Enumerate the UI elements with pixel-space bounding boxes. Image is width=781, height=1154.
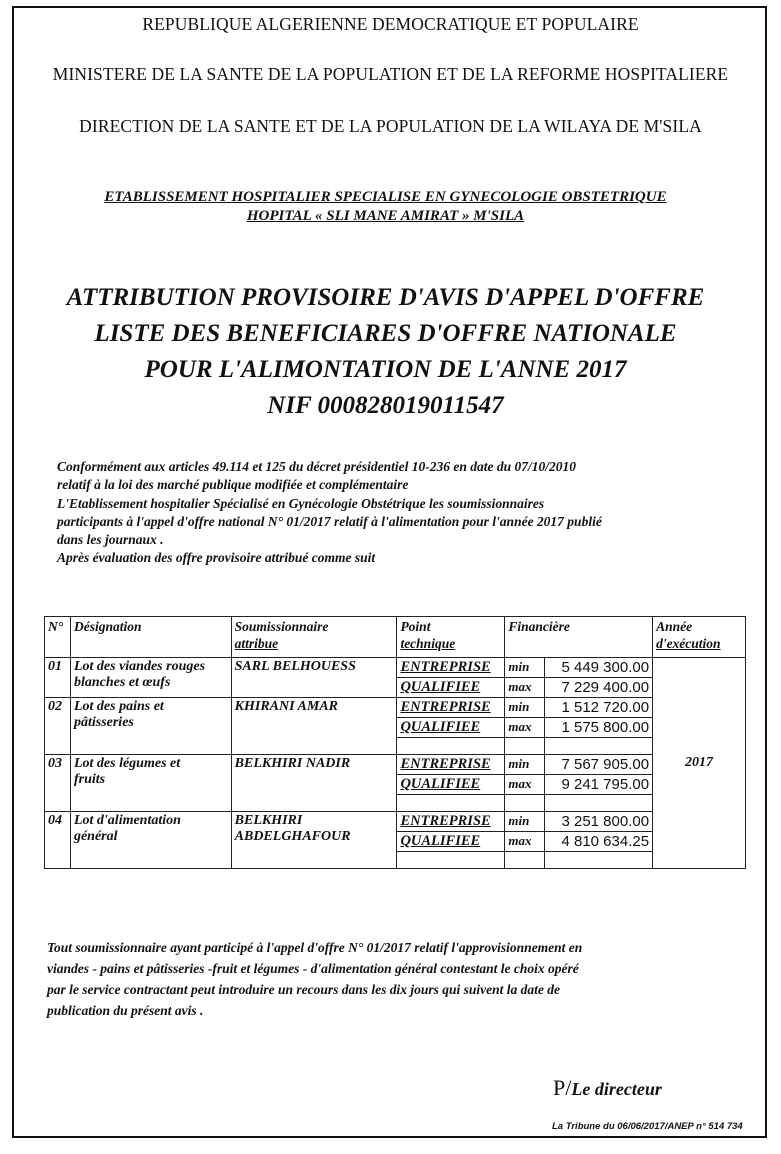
intro-line: Conformément aux articles 49.114 et 125 du décret présidentiel 10-236 en date du 07/10/2010 (57, 459, 576, 474)
intro-line: relatif à la loi des marché publique modifiée et complémentaire (57, 477, 409, 493)
spacer-cell (397, 852, 505, 869)
tech-status: QUALIFIEE (397, 832, 505, 852)
title-line-2: LISTE DES BENEFICIARES D'OFFRE NATIONALE (94, 320, 677, 347)
table-row (45, 812, 746, 832)
execution-year: 2017 (653, 658, 746, 869)
tech-status: ENTREPRISE (397, 658, 505, 678)
min-label: min (505, 698, 545, 718)
closing-line: Tout soumissionnaire ayant participé à l'appel d'offre N° 01/2017 relatif l'approvisionnement en (47, 940, 583, 955)
max-label: max (505, 832, 545, 852)
spacer-cell (505, 738, 545, 755)
min-label: min (505, 812, 545, 832)
min-amount: 1 512 720.00 (545, 698, 653, 718)
lot-designation: Lot d'alimentation général (70, 812, 231, 869)
lot-bidder: KHIRANI AMAR (231, 698, 397, 755)
lot-designation: Lot des viandes rouges blanches et œufs (70, 658, 231, 698)
lot-number: 01 (45, 658, 71, 698)
max-label: max (505, 775, 545, 795)
intro-line: participants à l'appel d'offre national N° 01/2017 relatif à l'alimentation pour l'année 2017 publié (57, 513, 602, 529)
max-amount: 1 575 800.00 (545, 718, 653, 738)
spacer-cell (505, 852, 545, 869)
lot-number: 04 (45, 812, 71, 869)
spacer-cell (545, 738, 653, 755)
header-republic: REPUBLIQUE ALGERIENNE DEMOCRATIQUE ET POPULAIRE (142, 14, 639, 34)
tech-status: ENTREPRISE (397, 698, 505, 718)
spacer-cell (545, 795, 653, 812)
tech-status: ENTREPRISE (397, 812, 505, 832)
lot-bidder: BELKHIRI NADIR (231, 755, 397, 812)
closing-line: publication du présent avis . (47, 1003, 204, 1018)
header-designation: Désignation (70, 617, 231, 658)
intro-paragraph (57, 458, 737, 568)
lot-bidder: SARL BELHOUESS (231, 658, 397, 698)
lot-number: 02 (45, 698, 71, 755)
publication-source: La Tribune du 06/06/2017/ANEP n° 514 734 (552, 1121, 743, 1132)
title-nif: NIF 000828019011547 (267, 392, 504, 419)
spacer-cell (545, 852, 653, 869)
signature-prefix: P/ (553, 1075, 572, 1100)
table-row (45, 658, 746, 678)
tech-status: QUALIFIEE (397, 678, 505, 698)
lot-number: 03 (45, 755, 71, 812)
tech-status: QUALIFIEE (397, 718, 505, 738)
establishment-name: ETABLISSEMENT HOSPITALIER SPECIALISE EN GYNECOLOGIE OBSTETRIQUE (104, 189, 667, 205)
header-year: Année d'exécution (653, 617, 746, 658)
closing-line: par le service contractant peut introduire un recours dans les dix jours qui suivent la date de (47, 982, 561, 997)
min-amount: 5 449 300.00 (545, 658, 653, 678)
signature-label: Le directeur (571, 1079, 662, 1099)
hospital-name: HOPITAL « SLI MANE AMIRAT » M'SILA (246, 208, 525, 224)
header-financial: Financière (505, 617, 653, 658)
header-direction: DIRECTION DE LA SANTE ET DE LA POPULATION DE LA WILAYA DE M'SILA (79, 116, 702, 136)
header-number: N° (45, 617, 71, 658)
min-amount: 3 251 800.00 (545, 812, 653, 832)
title-line-1: ATTRIBUTION PROVISOIRE D'AVIS D'APPEL D'OFFRE (66, 284, 705, 311)
header-bidder: Soumissionnaire attribue (231, 617, 397, 658)
min-label: min (505, 755, 545, 775)
table-row (45, 755, 746, 775)
tech-status: ENTREPRISE (397, 755, 505, 775)
tech-status: QUALIFIEE (397, 775, 505, 795)
signature (553, 1075, 662, 1101)
spacer-cell (505, 795, 545, 812)
lot-designation: Lot des légumes et fruits (70, 755, 231, 812)
header-ministry: MINISTERE DE LA SANTE DE LA POPULATION ET DE LA REFORME HOSPITALIERE (52, 64, 729, 84)
max-amount: 7 229 400.00 (545, 678, 653, 698)
table-header-row (45, 617, 746, 658)
intro-line: dans les journaux . (57, 532, 164, 548)
intro-line: Après évaluation des offre provisoire attribué comme suit (57, 550, 376, 566)
lot-designation: Lot des pains et pâtisseries (70, 698, 231, 755)
lot-bidder: BELKHIRI ABDELGHAFOUR (231, 812, 397, 869)
max-label: max (505, 718, 545, 738)
beneficiaries-table (44, 616, 746, 869)
closing-paragraph (47, 937, 747, 1021)
max-label: max (505, 678, 545, 698)
spacer-cell (397, 795, 505, 812)
max-amount: 9 241 795.00 (545, 775, 653, 795)
max-amount: 4 810 634.25 (545, 832, 653, 852)
min-amount: 7 567 905.00 (545, 755, 653, 775)
title-line-3: POUR L'ALIMONTATION DE L'ANNE 2017 (144, 356, 627, 383)
table-row (45, 698, 746, 718)
closing-line: viandes - pains et pâtisseries -fruit et légumes - d'alimentation général contestant le choix opéré (47, 961, 579, 976)
min-label: min (505, 658, 545, 678)
header-technical: Point technique (397, 617, 505, 658)
spacer-cell (397, 738, 505, 755)
intro-line: L'Etablissement hospitalier Spécialisé en Gynécologie Obstétrique les soumissionnaires (57, 495, 545, 511)
